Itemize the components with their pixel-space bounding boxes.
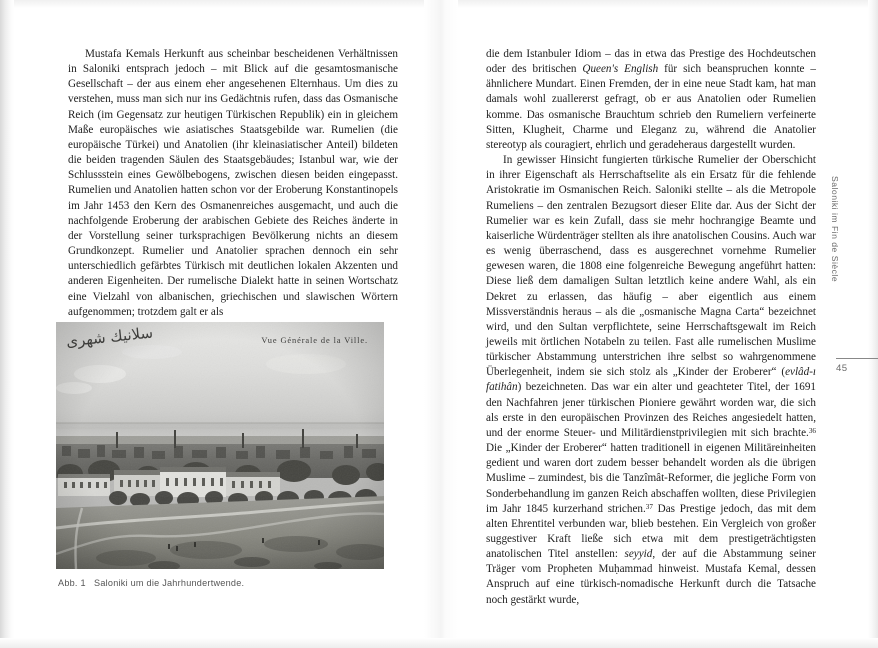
italic-seyyid: seyyid [624, 548, 653, 561]
text-run: für sich beanspruchen konnte – ähnlichere Mundart. Einen Fremden, der in eine neue Stadt kam, hat man damals wohl zuallererst gefragt, ob er aus Anatolien oder Rumelien komme. Das osmanische Brauchtum schrieb den Rumeliern verfeinerte Sitten, Klugheit, Charme und Eleganz zu, während die Anatolier stereotyp als couragiert, ehrlich und geradeheraus dargestellt wurden. [486, 63, 817, 151]
text-run: In gewisser Hinsicht fungierten türkische Rumelier der Oberschicht in ihrer Eigenschaft als Herrschaftselite als ein Ersatz für die fehlende Aristokratie im Osmanischen Reich. Saloniki stellte – als die Metropole Rumeliens – den zentralen Bezugsort dieser Elite dar. Aus der Sicht der Rumelier war es kein Zufall, dass sie mehr hochrangige Beamte und kaiserliche Würdenträger stellten als ihre anatolischen Cousins. Auch war es wenig überraschend, dass es ausgerechnet vornehme Rumelier gewesen waren, die 1808 eine folgenreiche Bewegung angeführt hatten: Diese ließ dem damaligen Sultan letztlich keine andere Wahl, als ein Dekret zu erlassen, das häufig – aber eigentlich aus einem Missverständnis heraus – als die „osmanische Magna Carta“ bezeichnet wird, und den Sultan verpflichtete, seine Herrschaftsgewalt im Reich jeweils mit örtlichen Notabeln zu teilen. Fast alle rumelischen Muslime türkischer Abstammung unterstrichen ihre selbst so wahrgenommene Überlegenheit, indem sie sich stolz als „Kinder der Eroberer“ ( [486, 154, 816, 379]
running-head: Saloniki im Fin de Siècle [830, 176, 840, 283]
right-text-column [486, 47, 816, 608]
folio-rule [836, 358, 878, 359]
figure-number: Abb. 1 [58, 578, 86, 588]
paragraph: Mustafa Kemals Herkunft aus scheinbar bescheidenen Verhältnissen in Saloniki entsprach jedoch – mit Blick auf die gesamtosmanische Gesellschaft – der aus einem eher angesehenen Elternhaus. Um dies zu verstehen, muss man sich nur ins Gedächtnis rufen, dass das Osmanische Reich (im Gegensatz zur heutigen Türkischen Republik) ein in gleichem Maße europäisches wie asiatisches Staatsgebilde war. Rumelien (die europäische Türkei) und Anatolien (ihr kleinasiatischer Anteil) bildeten die beiden tragenden Säulen des Staatsgebäudes; Istanbul war, wie der Schlussstein eines Gewölbebogens, zwischen diesen beiden eingepasst. Rumelien und Anatolien hatten schon vor der Eroberung Konstantinopels im Jahr 1453 den Kern des Osmanenreiches ausgemacht, und auch die nachfolgende Eroberung der arabischen Gebiete des Reiches änderte in der Vorstellung seiner turksprachigen Bevölkerung nichts an diesem Grundkonzept. Rumelier und Anatolier sprachen dennoch ein sehr unterschiedlich gefärbtes Türkisch mit deutlichen lokalen Akzenten und anderen Eigenheiten. Der rumelische Dialekt hatte in seinen Wortschatz eine Vielzahl von albanischen, griechischen und slawischen Wörtern aufgenommen; trotzdem galt er als [68, 48, 398, 318]
text-run: Die „Kinder der Eroberer“ hatten traditionell in eigenen Militäreinheiten gedient und waren dort zudem besser behandelt worden als die übrigen Muslime – zumindest, bis die Tanzîmât-Reformer, die jegliche Form von Sonderbehandlung im ganzen Reich abschaffen wollten, diese Privilegien im Jahr 1845 kurzerhand strichen. [486, 442, 816, 515]
figure-saloniki-panorama [56, 322, 384, 569]
footnote-marker-37[interactable]: 37 [645, 502, 653, 511]
page-top-shadow [0, 0, 878, 8]
photo-printed-title: Vue Générale de la Ville. [261, 336, 368, 345]
italic-queens-english: Queen's English [582, 63, 659, 76]
text-run: ) bezeichneten. Das war ein alter und geachteter Titel, der 1691 den Nachfahren jener türkischen Pioniere gewährt worden war, die sich als erste in den europäischen Provinzen des Reiches angesiedelt hatten, und der enorme Steuer- und Militärdienstprivilegien mit sich brachte. [486, 381, 816, 439]
figure-caption [58, 578, 244, 588]
center-gutter-shadow [424, 0, 458, 648]
page-number: 45 [836, 363, 848, 374]
margin-running-head-block [830, 176, 866, 374]
italic-evlad-i-fatihan: evlâd-ı fatihân [486, 366, 816, 394]
right-edge-shadow [868, 0, 878, 648]
footnote-marker-36[interactable]: 36 [808, 426, 816, 435]
left-gutter-shadow [0, 0, 14, 648]
paragraph [486, 47, 816, 153]
text-run: die dem Istanbuler Idiom – das in etwa das Prestige des Hochdeutschen oder des britischen [486, 48, 816, 76]
text-run: , der auf die Abstammung seiner Träger vom Propheten Muḥammad hinweist. Mustafa Kemal, dessen Anspruch auf eine türkisch-nomadische Herkunft durch die Tatsache noch gestärkt wurde, [486, 548, 817, 606]
paragraph [486, 153, 816, 608]
historic-photograph [56, 322, 384, 569]
ottoman-script-caption: سلانیك شهری [65, 323, 154, 351]
left-text-column [68, 47, 398, 320]
figure-caption-text: Saloniki um die Jahrhundertwende. [94, 578, 245, 588]
photograph-graphic [56, 322, 384, 569]
page-bottom-shadow [0, 638, 878, 648]
text-run: Das Prestige jedoch, das mit dem alten Ehrentitel verbunden war, blieb bestehen. Ein Vergleich von großer suggestiver Kraft ließe sich etwa mit dem prestigeträchtigsten anatolischen Titel anstellen: [486, 502, 816, 561]
